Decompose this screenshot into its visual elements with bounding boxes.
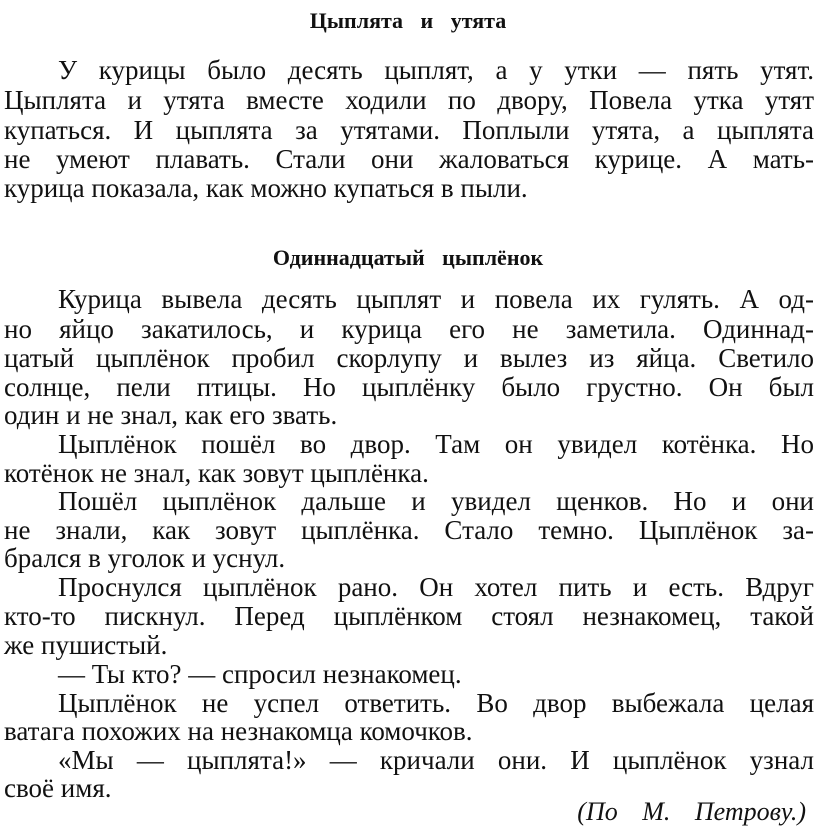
dialogue-line: — Ты кто? — спросил незнакомец. <box>58 659 462 689</box>
paragraph-line: один и не знал, как его звать. <box>4 400 338 430</box>
paragraph-line: не умеют плавать. Стали они жаловаться курице. А мать- <box>4 144 814 174</box>
paragraph-line: ватага похожих на незнакомца комочков. <box>4 716 473 746</box>
paragraph-line: но яйцо закатилось, и курица его не заметила. Одиннад- <box>4 314 814 344</box>
paragraph-line: брался в уголок и уснул. <box>4 543 286 573</box>
paragraph-line: Пошёл цыплёнок дальше и увидел щенков. Но и они <box>58 486 814 516</box>
paragraph-line: кто-то пискнул. Перед цыплёнком стоял незнакомец, такой <box>4 601 814 631</box>
paragraph-line: «Мы — цыплята!» — кричали они. И цыплёнок узнал <box>58 745 814 775</box>
paragraph-line: котёнок не знал, как зовут цыплёнка. <box>4 458 429 488</box>
story-title-eleventh-chick: Одиннадцатый цыплёнок <box>272 245 544 270</box>
paragraph-line: цатый цыплёнок пробил скорлупу и вылез из яйца. Светило <box>4 343 814 373</box>
paragraph-line: солнце, пели птицы. Но цыплёнку было грустно. Он был <box>4 372 814 402</box>
story-title-chicks-and-ducklings: Цыплята и утята <box>309 8 507 33</box>
paragraph-line: Цыплята и утята вместе ходили по двору, Повела утка утят <box>4 85 814 115</box>
paragraph-line: Цыплёнок пошёл во двор. Там он увидел котёнка. Но <box>58 429 814 459</box>
paragraph-line: не знали, как зовут цыплёнка. Стало темно. Цыплёнок за- <box>4 515 814 545</box>
paragraph-line: У курицы было десять цыплят, а у утки — пять утят. <box>58 55 814 85</box>
paragraph-line: Проснулся цыплёнок рано. Он хотел пить и есть. Вдруг <box>58 572 814 602</box>
paragraph-line: же пушистый. <box>4 630 168 660</box>
paragraph-line: Цыплёнок не успел ответить. Во двор выбежала целая <box>58 688 814 718</box>
author-attribution: (По М. Петрову.) <box>577 797 806 826</box>
paragraph-line: купаться. И цыплята за утятами. Поплыли утята, а цыплята <box>4 115 814 145</box>
paragraph-line: своё имя. <box>4 773 112 803</box>
paragraph-line: курица показала, как можно купаться в пыли. <box>4 173 528 203</box>
paragraph-line: Курица вывела десять цыплят и повела их гулять. А од- <box>58 284 814 314</box>
